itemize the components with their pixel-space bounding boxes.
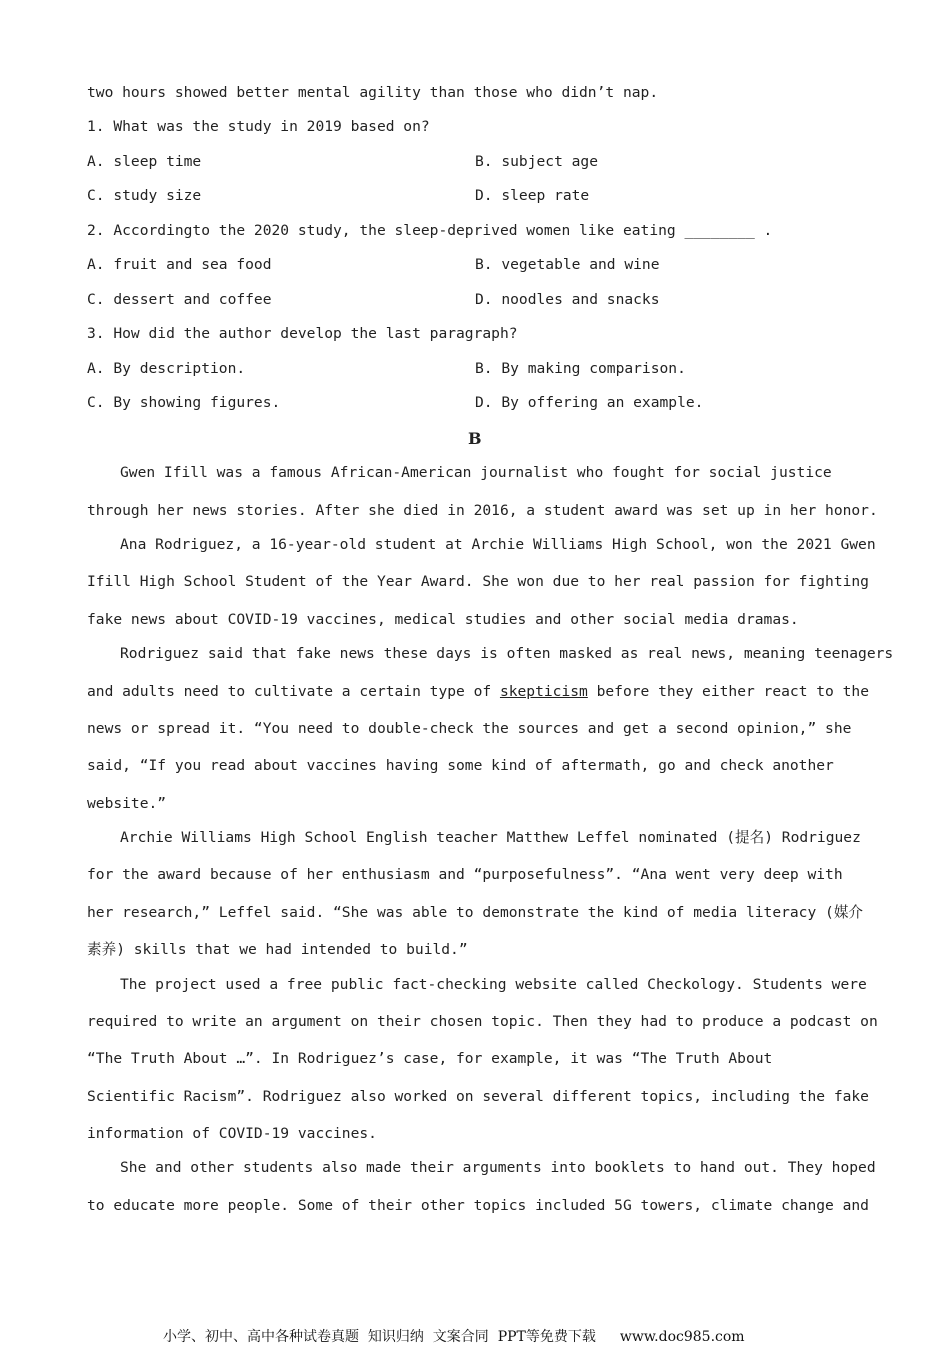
passage-line: required to write an argument on their chosen topic. Then they had to produce a podcast on bbox=[87, 1013, 878, 1030]
passage-line: Gwen Ifill was a famous African-American journalist who fought for social justice bbox=[120, 464, 832, 481]
page-footer bbox=[163, 1326, 745, 1346]
passage-line: Rodriguez said that fake news these days is often masked as real news, meaning teenagers bbox=[120, 645, 894, 662]
intro-line: two hours showed better mental agility than those who didn’t nap. bbox=[87, 84, 659, 101]
line-text: before they either react to the bbox=[587, 683, 869, 700]
passage-line: “The Truth About …”. In Rodriguez’s case, for example, it was “The Truth About bbox=[87, 1050, 773, 1067]
passage-line: said, “If you read about vaccines having some kind of aftermath, go and check another bbox=[87, 757, 834, 774]
passage-line: Archie Williams High School English teacher Matthew Leffel nominated (提名) Rodriguez bbox=[120, 829, 861, 846]
passage-line: for the award because of her enthusiasm and “purposefulness”. “Ana went very deep with bbox=[87, 866, 843, 883]
footer-link[interactable]: www.doc985.com bbox=[619, 1329, 745, 1345]
underlined-word: skepticism bbox=[499, 683, 588, 700]
option-b: B. subject age bbox=[475, 153, 599, 170]
section-title: B bbox=[468, 429, 482, 448]
option-b: B. vegetable and wine bbox=[475, 256, 660, 273]
footer-text: 小学、初中、高中各种试卷真题 知识归纳 文案合同 PPT等免费下载 bbox=[163, 1329, 596, 1345]
option-a: A. By description. bbox=[87, 360, 246, 377]
option-b: B. By making comparison. bbox=[475, 360, 686, 377]
passage-line: Ifill High School Student of the Year Award. She won due to her real passion for fighting bbox=[87, 573, 869, 590]
option-a: A. sleep time bbox=[87, 153, 202, 170]
passage-line: news or spread it. “You need to double-check the sources and get a second opinion,” she bbox=[87, 720, 852, 737]
option-d: D. noodles and snacks bbox=[475, 291, 660, 308]
option-c: C. study size bbox=[87, 187, 202, 204]
passage-line: to educate more people. Some of their other topics included 5G towers, climate change and bbox=[87, 1197, 869, 1214]
passage-line: website.” bbox=[87, 795, 167, 812]
option-c: C. dessert and coffee bbox=[87, 291, 272, 308]
passage-line: fake news about COVID-19 vaccines, medical studies and other social media dramas. bbox=[87, 611, 799, 628]
option-a: A. fruit and sea food bbox=[87, 256, 272, 273]
passage-line: her research,” Leffel said. “She was able to demonstrate the kind of media literacy (媒介 bbox=[87, 904, 864, 921]
passage-line: Scientific Racism”. Rodriguez also worked on several different topics, including the fake bbox=[87, 1088, 869, 1105]
option-c: C. By showing figures. bbox=[87, 394, 281, 411]
option-d: D. By offering an example. bbox=[475, 394, 704, 411]
passage-line: 素养) skills that we had intended to build.” bbox=[87, 941, 468, 958]
passage-line: Ana Rodriguez, a 16-year-old student at Archie Williams High School, won the 2021 Gwen bbox=[120, 536, 876, 553]
passage-line: information of COVID-19 vaccines. bbox=[87, 1125, 377, 1142]
passage-line: through her news stories. After she died in 2016, a student award was set up in her honor. bbox=[87, 502, 878, 519]
question-stem: 1. What was the study in 2019 based on? bbox=[87, 118, 430, 135]
line-text: and adults need to cultivate a certain type of bbox=[87, 683, 500, 700]
passage-line: She and other students also made their arguments into booklets to hand out. They hoped bbox=[120, 1159, 876, 1176]
option-d: D. sleep rate bbox=[475, 187, 590, 204]
question-stem: 2. Accordingto the 2020 study, the sleep-deprived women like eating ________ . bbox=[87, 222, 773, 239]
passage-line: The project used a free public fact-checking website called Checkology. Students were bbox=[120, 976, 867, 993]
passage-line bbox=[87, 685, 869, 700]
question-stem: 3. How did the author develop the last paragraph? bbox=[87, 325, 518, 342]
